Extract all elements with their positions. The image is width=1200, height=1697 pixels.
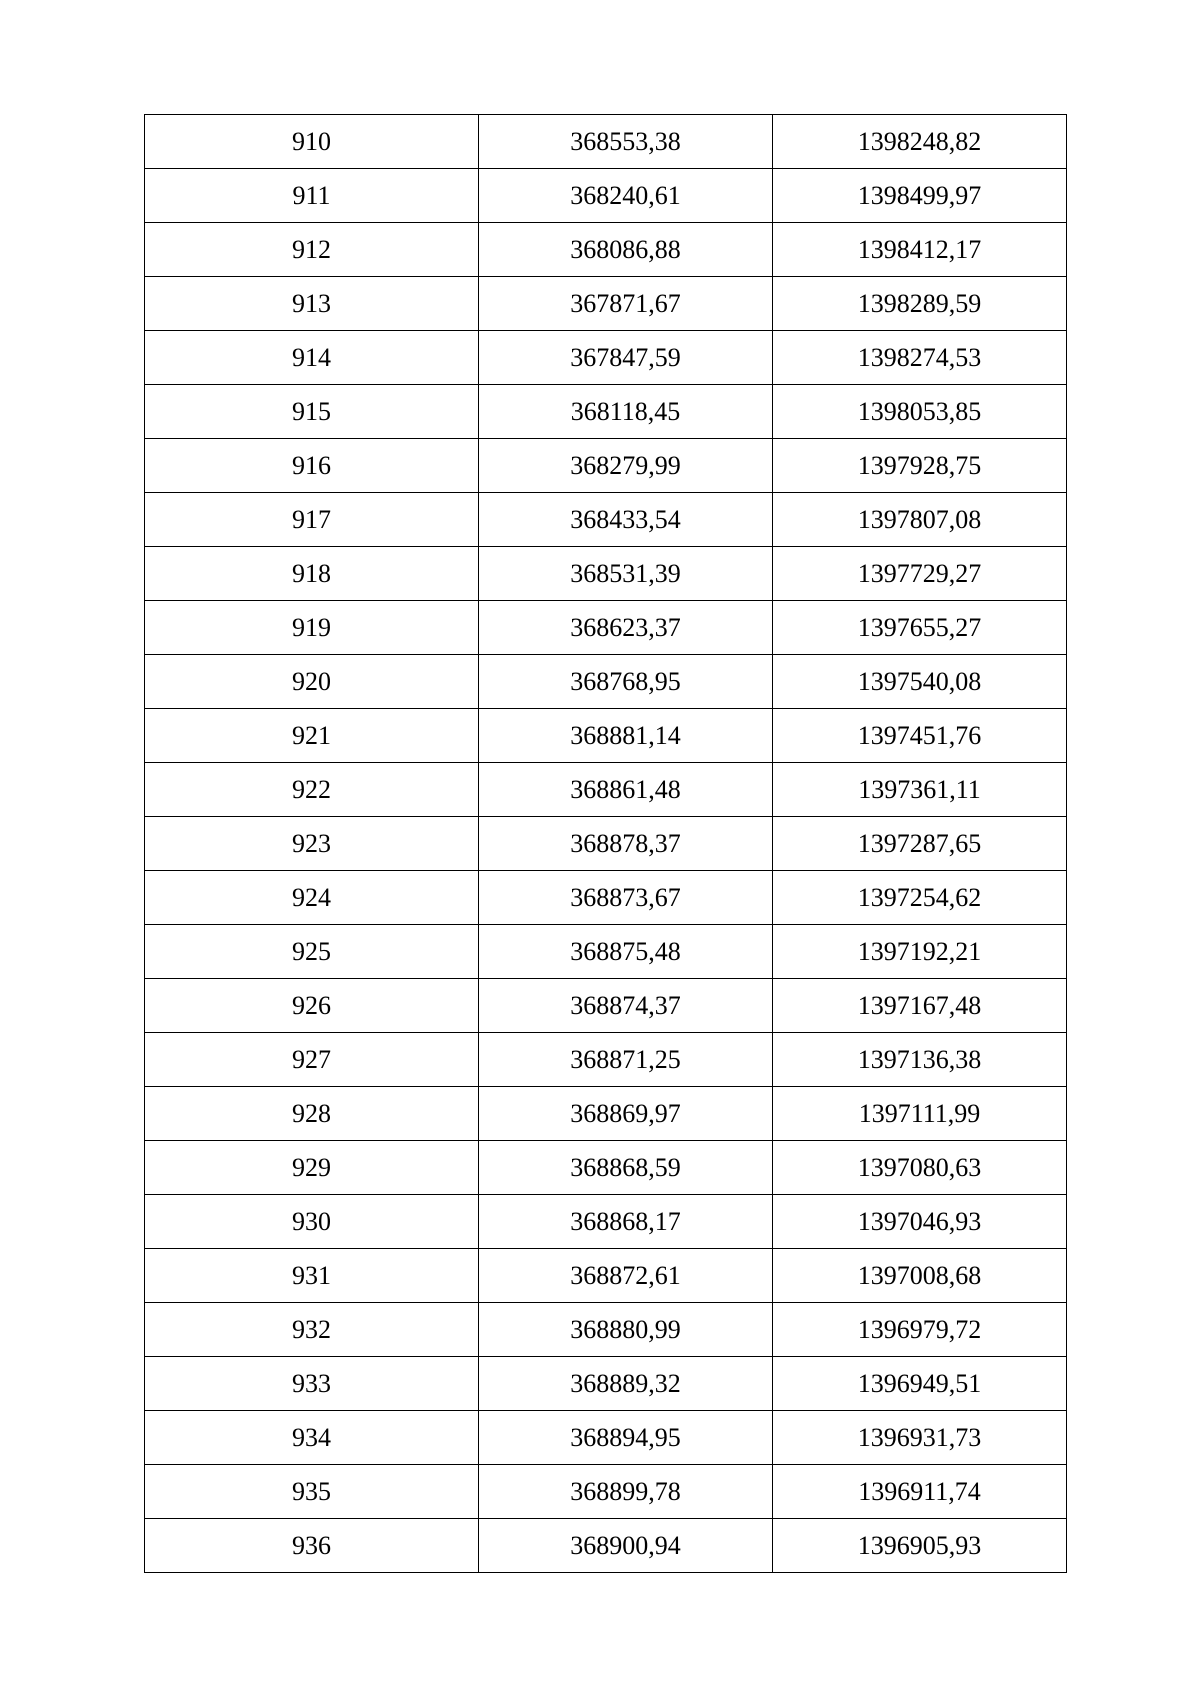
x-coordinate-cell: 368899,78 xyxy=(479,1465,773,1519)
point-number-cell: 932 xyxy=(145,1303,479,1357)
point-number-cell: 921 xyxy=(145,709,479,763)
point-number-cell: 925 xyxy=(145,925,479,979)
y-coordinate-cell: 1398274,53 xyxy=(773,331,1067,385)
y-coordinate-cell: 1397287,65 xyxy=(773,817,1067,871)
table-row xyxy=(145,331,1067,385)
point-number-cell: 923 xyxy=(145,817,479,871)
y-coordinate-cell: 1397451,76 xyxy=(773,709,1067,763)
point-number-cell: 919 xyxy=(145,601,479,655)
x-coordinate-cell: 368868,59 xyxy=(479,1141,773,1195)
x-coordinate-cell: 367871,67 xyxy=(479,277,773,331)
table-row xyxy=(145,1357,1067,1411)
point-number-cell: 924 xyxy=(145,871,479,925)
x-coordinate-cell: 368894,95 xyxy=(479,1411,773,1465)
table-row xyxy=(145,493,1067,547)
table-row xyxy=(145,223,1067,277)
x-coordinate-cell: 368889,32 xyxy=(479,1357,773,1411)
y-coordinate-cell: 1397729,27 xyxy=(773,547,1067,601)
coordinates-table xyxy=(144,114,1067,1573)
y-coordinate-cell: 1397136,38 xyxy=(773,1033,1067,1087)
point-number-cell: 930 xyxy=(145,1195,479,1249)
y-coordinate-cell: 1398499,97 xyxy=(773,169,1067,223)
point-number-cell: 912 xyxy=(145,223,479,277)
y-coordinate-cell: 1397928,75 xyxy=(773,439,1067,493)
table-row xyxy=(145,1087,1067,1141)
table-row xyxy=(145,979,1067,1033)
point-number-cell: 935 xyxy=(145,1465,479,1519)
table-row xyxy=(145,601,1067,655)
y-coordinate-cell: 1396979,72 xyxy=(773,1303,1067,1357)
coordinates-table-body xyxy=(145,115,1067,1573)
table-row xyxy=(145,1519,1067,1573)
point-number-cell: 920 xyxy=(145,655,479,709)
x-coordinate-cell: 368240,61 xyxy=(479,169,773,223)
point-number-cell: 915 xyxy=(145,385,479,439)
y-coordinate-cell: 1397540,08 xyxy=(773,655,1067,709)
table-row xyxy=(145,1411,1067,1465)
y-coordinate-cell: 1397192,21 xyxy=(773,925,1067,979)
table-row xyxy=(145,1465,1067,1519)
x-coordinate-cell: 368868,17 xyxy=(479,1195,773,1249)
table-row xyxy=(145,925,1067,979)
y-coordinate-cell: 1396931,73 xyxy=(773,1411,1067,1465)
x-coordinate-cell: 368872,61 xyxy=(479,1249,773,1303)
point-number-cell: 934 xyxy=(145,1411,479,1465)
y-coordinate-cell: 1397361,11 xyxy=(773,763,1067,817)
point-number-cell: 928 xyxy=(145,1087,479,1141)
x-coordinate-cell: 368118,45 xyxy=(479,385,773,439)
point-number-cell: 917 xyxy=(145,493,479,547)
x-coordinate-cell: 368623,37 xyxy=(479,601,773,655)
point-number-cell: 918 xyxy=(145,547,479,601)
x-coordinate-cell: 368531,39 xyxy=(479,547,773,601)
point-number-cell: 911 xyxy=(145,169,479,223)
x-coordinate-cell: 368900,94 xyxy=(479,1519,773,1573)
point-number-cell: 929 xyxy=(145,1141,479,1195)
table-row xyxy=(145,1033,1067,1087)
point-number-cell: 914 xyxy=(145,331,479,385)
y-coordinate-cell: 1397008,68 xyxy=(773,1249,1067,1303)
point-number-cell: 922 xyxy=(145,763,479,817)
y-coordinate-cell: 1398412,17 xyxy=(773,223,1067,277)
table-row xyxy=(145,817,1067,871)
point-number-cell: 936 xyxy=(145,1519,479,1573)
x-coordinate-cell: 368871,25 xyxy=(479,1033,773,1087)
y-coordinate-cell: 1397046,93 xyxy=(773,1195,1067,1249)
x-coordinate-cell: 368861,48 xyxy=(479,763,773,817)
point-number-cell: 931 xyxy=(145,1249,479,1303)
table-row xyxy=(145,709,1067,763)
y-coordinate-cell: 1396911,74 xyxy=(773,1465,1067,1519)
x-coordinate-cell: 368878,37 xyxy=(479,817,773,871)
x-coordinate-cell: 368433,54 xyxy=(479,493,773,547)
x-coordinate-cell: 368768,95 xyxy=(479,655,773,709)
table-row xyxy=(145,871,1067,925)
table-row xyxy=(145,655,1067,709)
x-coordinate-cell: 368873,67 xyxy=(479,871,773,925)
point-number-cell: 927 xyxy=(145,1033,479,1087)
table-row xyxy=(145,763,1067,817)
y-coordinate-cell: 1398289,59 xyxy=(773,277,1067,331)
table-row xyxy=(145,547,1067,601)
x-coordinate-cell: 368881,14 xyxy=(479,709,773,763)
table-row xyxy=(145,1303,1067,1357)
table-row xyxy=(145,1141,1067,1195)
x-coordinate-cell: 368874,37 xyxy=(479,979,773,1033)
y-coordinate-cell: 1396905,93 xyxy=(773,1519,1067,1573)
table-row xyxy=(145,169,1067,223)
x-coordinate-cell: 368869,97 xyxy=(479,1087,773,1141)
y-coordinate-cell: 1397807,08 xyxy=(773,493,1067,547)
table-row xyxy=(145,1249,1067,1303)
y-coordinate-cell: 1397080,63 xyxy=(773,1141,1067,1195)
x-coordinate-cell: 368553,38 xyxy=(479,115,773,169)
y-coordinate-cell: 1396949,51 xyxy=(773,1357,1067,1411)
x-coordinate-cell: 367847,59 xyxy=(479,331,773,385)
point-number-cell: 910 xyxy=(145,115,479,169)
point-number-cell: 933 xyxy=(145,1357,479,1411)
point-number-cell: 926 xyxy=(145,979,479,1033)
y-coordinate-cell: 1397655,27 xyxy=(773,601,1067,655)
table-row xyxy=(145,115,1067,169)
table-row xyxy=(145,385,1067,439)
point-number-cell: 916 xyxy=(145,439,479,493)
x-coordinate-cell: 368086,88 xyxy=(479,223,773,277)
y-coordinate-cell: 1397254,62 xyxy=(773,871,1067,925)
x-coordinate-cell: 368875,48 xyxy=(479,925,773,979)
y-coordinate-cell: 1397111,99 xyxy=(773,1087,1067,1141)
y-coordinate-cell: 1398053,85 xyxy=(773,385,1067,439)
table-row xyxy=(145,1195,1067,1249)
table-row xyxy=(145,277,1067,331)
x-coordinate-cell: 368279,99 xyxy=(479,439,773,493)
y-coordinate-cell: 1398248,82 xyxy=(773,115,1067,169)
table-row xyxy=(145,439,1067,493)
point-number-cell: 913 xyxy=(145,277,479,331)
x-coordinate-cell: 368880,99 xyxy=(479,1303,773,1357)
y-coordinate-cell: 1397167,48 xyxy=(773,979,1067,1033)
